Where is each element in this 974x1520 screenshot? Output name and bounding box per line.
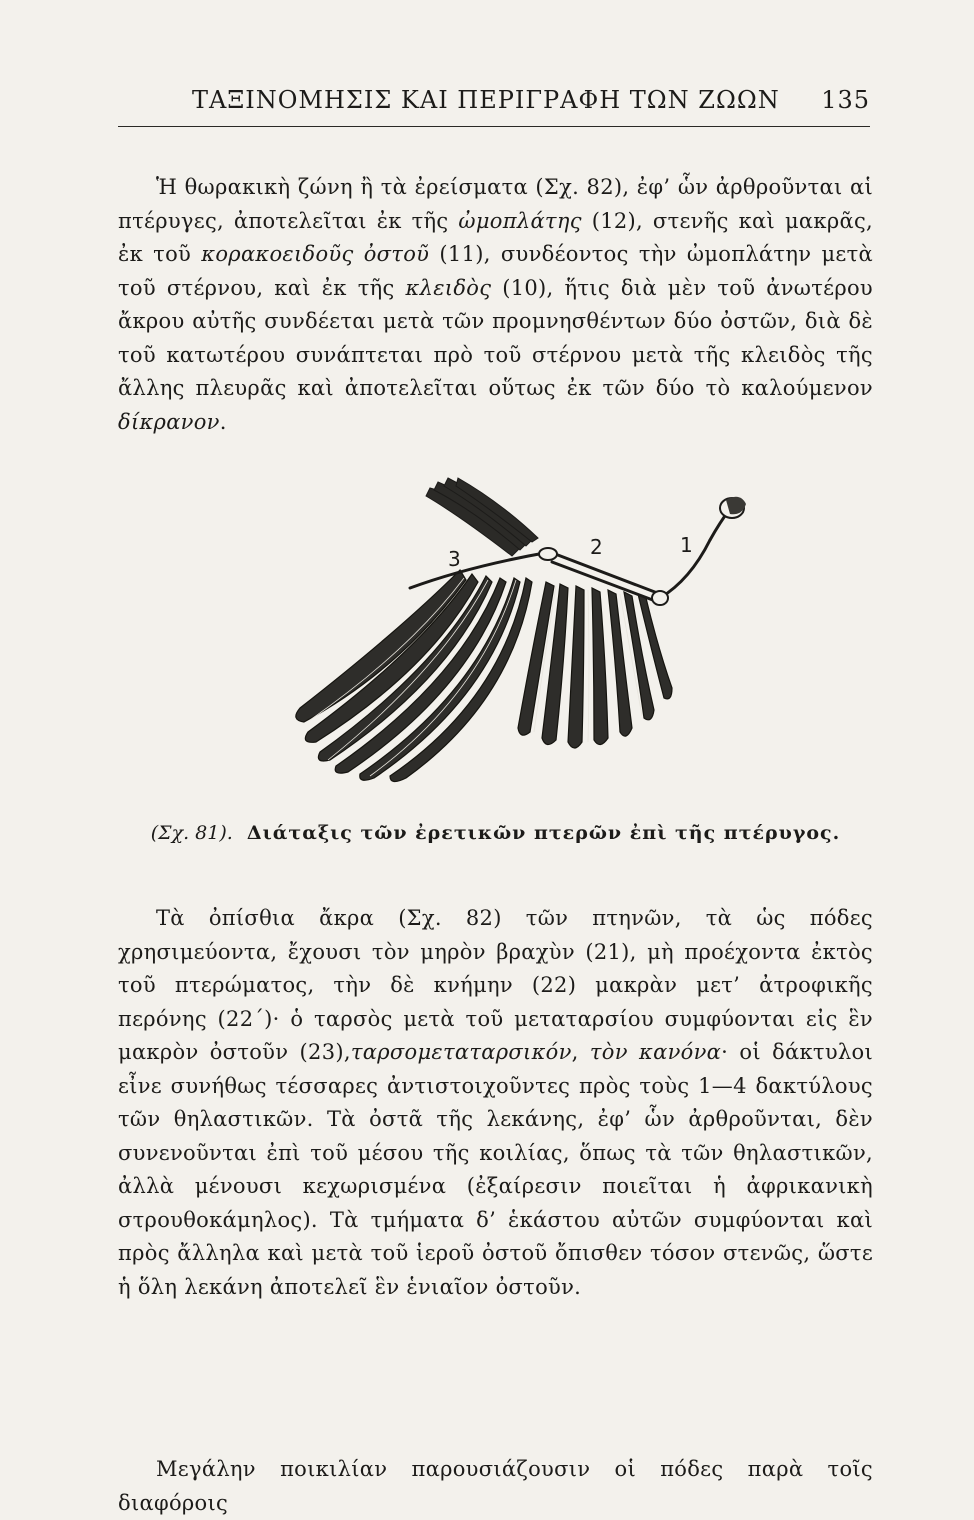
- paragraph-hind-limbs: Τὰ ὀπίσθια ἄκρα (Σχ. 82) τῶν πτηνῶν, τὰ ὡς πόδες χρησιμεύοντα, ἔχουσι τὸν μηρὸν βραχὺν (21), μὴ προέχοντα ἐκτὸς τοῦ πτερώματος, τὴν δὲ κνήμην (22) μακρὰν μετ’ ἀτροφικῆς περόνης (22΄)· ὁ ταρσὸς μετὰ τοῦ μεταταρσίου συμφύονται εἰς ἓν μακρὸν ὀστοῦν (23),ταρσομεταταρσικόν, τὸν κανόνα· οἱ δάκτυλοι εἶνε συνήθως τέσσαρες ἀντιστοιχοῦντες πρὸς τοὺς 1—4 δακτύλους τῶν θηλαστικῶν. Τὰ ὀστᾶ τῆς λεκάνης, ἐφ’ ὧν ἀρθροῦνται, δὲν συνενοῦνται ἐπὶ τοῦ μέσου τῆς κοιλίας, ὅπως τὰ τῶν θηλαστικῶν, ἀλλὰ μένουσι κεχωρισμένα (ἐξαίρεσιν ποιεῖται ἡ ἀφρικανικὴ στρουθοκάμηλος). Τὰ τμήματα δ’ ἑκάστου αὐτῶν συμφύονται καὶ πρὸς ἄλληλα καὶ μετὰ τοῦ ἱεροῦ ὀστοῦ ὄπισθεν τόσον στενῶς, ὥστε ἡ ὅλη λεκάνη ἀποτελεῖ ἓν ἑνιαῖον ὀστοῦν.: [118, 906, 874, 1299]
- paragraph-feet: Μεγάλην ποικιλίαν παρουσιάζουσιν οἱ πόδες παρὰ τοῖς διαφόροις: [118, 1457, 873, 1515]
- wing-figure: [280, 470, 760, 810]
- figure-title: Διάταξις τῶν ἐρετικῶν πτερῶν ἐπὶ τῆς πτέρυγος.: [246, 822, 841, 844]
- primary-feather-fan: [518, 582, 672, 748]
- figure-label-3: 3: [448, 547, 461, 571]
- running-head: [118, 82, 870, 122]
- page-number: 135: [821, 86, 870, 114]
- figure-label-2: 2: [590, 535, 603, 559]
- running-title: ΤΑΞΙΝΟΜΗΣΙΣ ΚΑΙ ΠΕΡΙΓΡΑΦΗ ΤΩΝ ΖΩΩΝ: [192, 86, 780, 114]
- header-rule: [118, 126, 870, 127]
- wing-joints: [539, 498, 744, 605]
- secondary-feather-fan: [296, 570, 532, 782]
- wing-illustration: [280, 470, 760, 810]
- figure-reference: (Σχ. 81).: [150, 822, 233, 844]
- figure-caption: [118, 822, 873, 844]
- figure-label-1: 1: [680, 533, 693, 557]
- paragraph-shoulder-girdle: Ἡ θωρακικὴ ζώνη ἢ τὰ ἐρείσματα (Σχ. 82), ἐφ’ ὧν ἀρθροῦνται αἱ πτέρυγες, ἀποτελεῖται ἐκ τῆς ὠμοπλάτης (12), στενῆς καὶ μακρᾶς, ἐκ τοῦ κορακοειδοῦς ὀστοῦ (11), συνδέοντος τὴν ὠμοπλάτην μετὰ τοῦ στέρνου, καὶ ἐκ τῆς κλειδὸς (10), ἥτις διὰ μὲν τοῦ ἀνωτέρου ἄκρου αὐτῆς συνδέεται μετὰ τῶν προμνησθέντων δύο ὀστῶν, διὰ δὲ τοῦ κατωτέρου συνάπτεται πρὸ τοῦ στέρνου μετὰ τῆς κλειδὸς τῆς ἄλλης πλευρᾶς καὶ ἀποτελεῖται οὕτως ἐκ τῶν δύο τὸ καλούμενον δίκρανον.: [118, 175, 873, 434]
- upper-feather-tuft: [426, 478, 538, 556]
